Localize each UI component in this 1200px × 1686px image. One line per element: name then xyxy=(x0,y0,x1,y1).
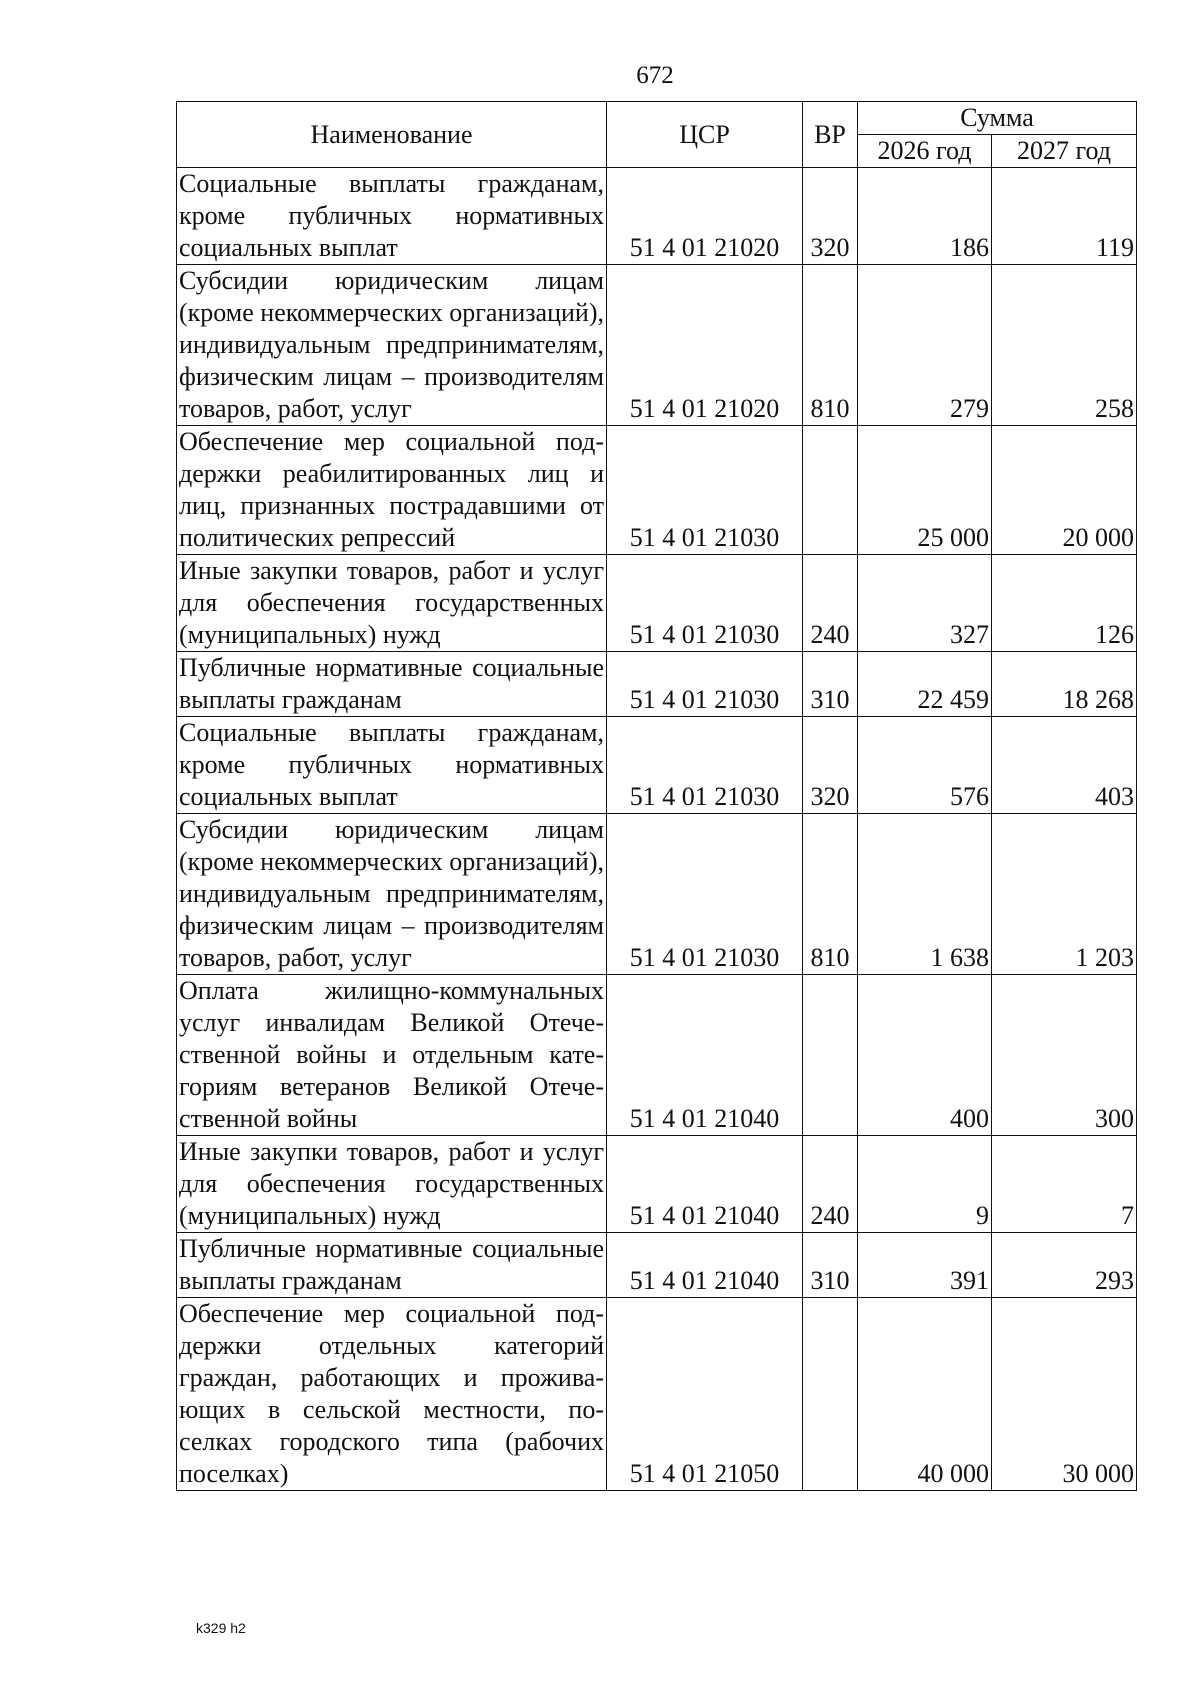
row-csr-cell: 51 4 01 21040 xyxy=(607,1233,803,1298)
table-body xyxy=(177,168,1137,1491)
table-row xyxy=(177,814,1137,975)
header-name: Наименование xyxy=(177,102,607,168)
row-csr-cell: 51 4 01 21020 xyxy=(607,168,803,265)
row-vr-cell: 320 xyxy=(803,717,858,814)
row-2026-amount-cell: 186 xyxy=(858,168,992,265)
row-vr-cell: 320 xyxy=(803,168,858,265)
header-csr: ЦСР xyxy=(607,102,803,168)
row-vr-cell: 310 xyxy=(803,652,858,717)
table-row xyxy=(177,426,1137,555)
header-sum: Сумма xyxy=(858,102,1137,135)
page-number: 672 xyxy=(636,62,674,89)
row-2027-amount-cell: 403 xyxy=(992,717,1137,814)
row-2027-amount-cell: 126 xyxy=(992,555,1137,652)
table-row xyxy=(177,168,1137,265)
row-vr-cell: 810 xyxy=(803,265,858,426)
row-name-cell: Субсидии юридическим лицам (кроме некоммерческих организаций), индивидуальным предпринимателям, физическим лицам – производителям товаров, работ, услуг xyxy=(177,265,607,426)
row-csr-cell: 51 4 01 21030 xyxy=(607,652,803,717)
row-2026-amount-cell: 1 638 xyxy=(858,814,992,975)
row-csr-cell: 51 4 01 21030 xyxy=(607,814,803,975)
header-year-2026: 2026 год xyxy=(858,135,992,168)
row-2027-amount-cell: 119 xyxy=(992,168,1137,265)
row-vr-cell xyxy=(803,975,858,1136)
row-name-cell: Социальные выплаты гражданам, кроме публичных нормативных социальных выплат xyxy=(177,717,607,814)
row-name-cell: Субсидии юридическим лицам (кроме некоммерческих организаций), индивидуальным предпринимателям, физическим лицам – производителям товаров, работ, услуг xyxy=(177,814,607,975)
row-vr-cell: 240 xyxy=(803,1136,858,1233)
table-row xyxy=(177,265,1137,426)
row-vr-cell: 310 xyxy=(803,1233,858,1298)
row-vr-cell xyxy=(803,426,858,555)
row-name-cell: Иные закупки товаров, работ и услуг для обеспечения государственных (муниципальных) нужд xyxy=(177,1136,607,1233)
row-2027-amount-cell: 20 000 xyxy=(992,426,1137,555)
row-csr-cell: 51 4 01 21030 xyxy=(607,426,803,555)
row-2027-amount-cell: 258 xyxy=(992,265,1137,426)
table-header xyxy=(177,102,1137,168)
row-name-cell: Публичные нормативные социальные выплаты гражданам xyxy=(177,652,607,717)
footer-code: k329 h2 xyxy=(196,1620,246,1636)
row-2026-amount-cell: 25 000 xyxy=(858,426,992,555)
row-2026-amount-cell: 391 xyxy=(858,1233,992,1298)
row-2027-amount-cell: 1 203 xyxy=(992,814,1137,975)
row-csr-cell: 51 4 01 21040 xyxy=(607,975,803,1136)
table-row xyxy=(177,1233,1137,1298)
row-csr-cell: 51 4 01 21030 xyxy=(607,555,803,652)
row-name-cell: Обеспечение мер социальной поддержки отдельных категорий граждан, работающих и проживающих в сельской местности, поселках городского типа (рабочих поселках) xyxy=(177,1298,607,1491)
row-2026-amount-cell: 9 xyxy=(858,1136,992,1233)
table-row xyxy=(177,1298,1137,1491)
row-csr-cell: 51 4 01 21020 xyxy=(607,265,803,426)
row-csr-cell: 51 4 01 21030 xyxy=(607,717,803,814)
row-2026-amount-cell: 400 xyxy=(858,975,992,1136)
row-vr-cell: 810 xyxy=(803,814,858,975)
row-name-cell: Обеспечение мер социальной поддержки реабилитированных лиц и лиц, признанных пострадавшими от политических репрессий xyxy=(177,426,607,555)
row-2027-amount-cell: 30 000 xyxy=(992,1298,1137,1491)
budget-table xyxy=(176,101,1137,1491)
row-2027-amount-cell: 300 xyxy=(992,975,1137,1136)
table-row xyxy=(177,555,1137,652)
table-row xyxy=(177,1136,1137,1233)
row-name-cell: Публичные нормативные социальные выплаты гражданам xyxy=(177,1233,607,1298)
row-2026-amount-cell: 279 xyxy=(858,265,992,426)
row-name-cell: Социальные выплаты гражданам, кроме публичных нормативных социальных выплат xyxy=(177,168,607,265)
header-year-2027: 2027 год xyxy=(992,135,1137,168)
row-2027-amount-cell: 7 xyxy=(992,1136,1137,1233)
row-name-cell: Иные закупки товаров, работ и услуг для обеспечения государственных (муниципальных) нужд xyxy=(177,555,607,652)
header-vr: ВР xyxy=(803,102,858,168)
row-2027-amount-cell: 293 xyxy=(992,1233,1137,1298)
row-2026-amount-cell: 40 000 xyxy=(858,1298,992,1491)
table-row xyxy=(177,717,1137,814)
row-2027-amount-cell: 18 268 xyxy=(992,652,1137,717)
row-vr-cell xyxy=(803,1298,858,1491)
row-2026-amount-cell: 327 xyxy=(858,555,992,652)
row-2026-amount-cell: 22 459 xyxy=(858,652,992,717)
table-row xyxy=(177,975,1137,1136)
row-csr-cell: 51 4 01 21040 xyxy=(607,1136,803,1233)
table-row xyxy=(177,652,1137,717)
row-name-cell: Оплата жилищно-коммунальных услуг инвалидам Великой Отечественной войны и отдельным категориям ветеранов Великой Отечественной войны xyxy=(177,975,607,1136)
row-2026-amount-cell: 576 xyxy=(858,717,992,814)
row-vr-cell: 240 xyxy=(803,555,858,652)
row-csr-cell: 51 4 01 21050 xyxy=(607,1298,803,1491)
